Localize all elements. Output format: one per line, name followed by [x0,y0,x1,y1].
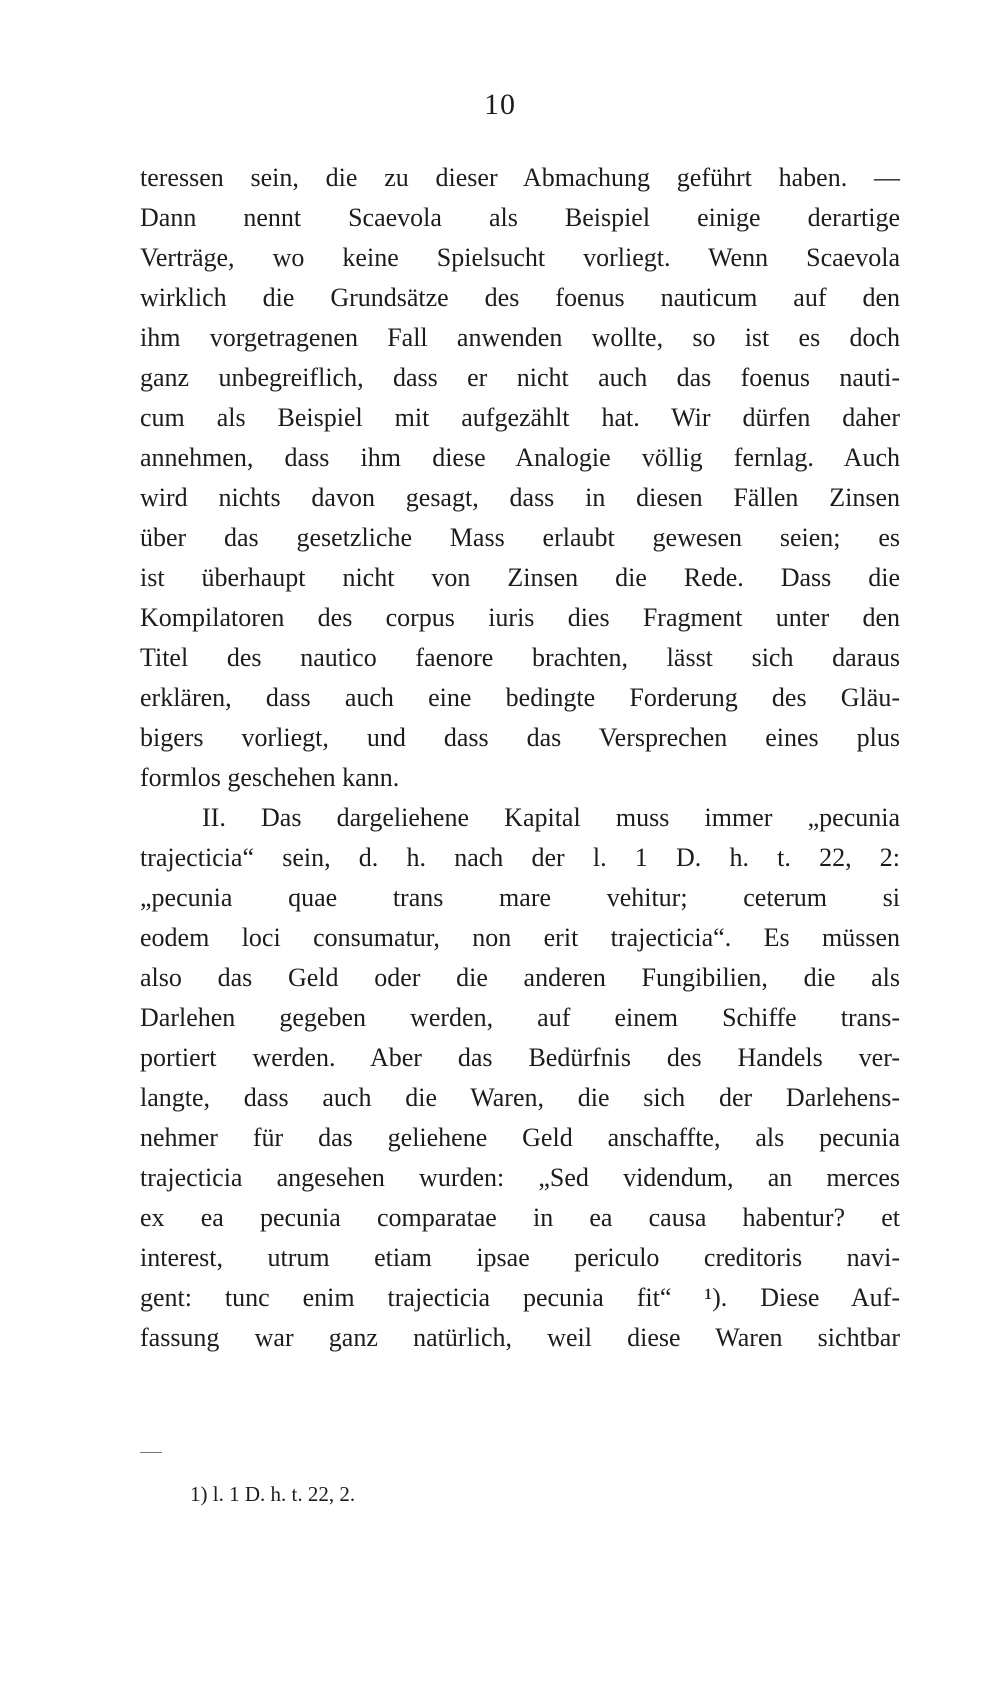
text-line: „pecunia quae trans mare vehitur; ceterum si [140,883,900,912]
text-line: über das gesetzliche Mass erlaubt gewesen seien; es [140,523,900,552]
body-text [140,158,900,1358]
text-line: ex ea pecunia comparatae in ea causa habentur? et [140,1203,900,1232]
text-line: trajecticia angesehen wurden: „Sed videndum, an merces [140,1163,900,1192]
text-line: teressen sein, die zu dieser Abmachung geführt haben. — [140,163,900,192]
text-line: also das Geld oder die anderen Fungibilien, die als [140,963,900,992]
text-line: Dann nennt Scaevola als Beispiel einige derartige [140,203,900,232]
text-line: trajecticia“ sein, d. h. nach der l. 1 D. h. t. 22, 2: [140,843,900,872]
text-line: erklären, dass auch eine bedingte Forderung des Gläu- [140,683,900,712]
text-line: langte, dass auch die Waren, die sich der Darlehens- [140,1083,900,1112]
text-line: cum als Beispiel mit aufgezählt hat. Wir dürfen daher [140,403,900,432]
text-line: portiert werden. Aber das Bedürfnis des Handels ver- [140,1043,900,1072]
text-line: Darlehen gegeben werden, auf einem Schiffe trans- [140,1003,900,1032]
text-line: Kompilatoren des corpus iuris dies Fragment unter den [140,603,900,632]
footnote-separator [140,1452,162,1453]
page-number: 10 [484,88,516,121]
text-line: wirklich die Grundsätze des foenus nauticum auf den [140,283,900,312]
text-line: gent: tunc enim trajecticia pecunia fit“ ¹). Diese Auf- [140,1283,900,1312]
text-line: II. Das dargeliehene Kapital muss immer „pecunia [202,803,900,832]
text-line: formlos geschehen kann. [140,763,400,792]
text-line: interest, utrum etiam ipsae periculo creditoris navi- [140,1243,900,1272]
text-line: nehmer für das geliehene Geld anschaffte, als pecunia [140,1123,900,1152]
text-line: Verträge, wo keine Spielsucht vorliegt. Wenn Scaevola [140,243,900,272]
text-line: annehmen, dass ihm diese Analogie völlig fernlag. Auch [140,443,900,472]
text-line: wird nichts davon gesagt, dass in diesen Fällen Zinsen [140,483,900,512]
text-line: bigers vorliegt, und dass das Versprechen eines plus [140,723,900,752]
text-line: ihm vorgetragenen Fall anwenden wollte, so ist es doch [140,323,900,352]
text-line: ganz unbegreiflich, dass er nicht auch das foenus nauti- [140,363,900,392]
text-line: Titel des nautico faenore brachten, lässt sich daraus [140,643,900,672]
footnote: 1) l. 1 D. h. t. 22, 2. [190,1482,356,1506]
text-line: ist überhaupt nicht von Zinsen die Rede. Dass die [140,563,900,592]
text-line: eodem loci consumatur, non erit trajecticia“. Es müssen [140,923,900,952]
text-line: fassung war ganz natürlich, weil diese Waren sichtbar [140,1323,900,1352]
